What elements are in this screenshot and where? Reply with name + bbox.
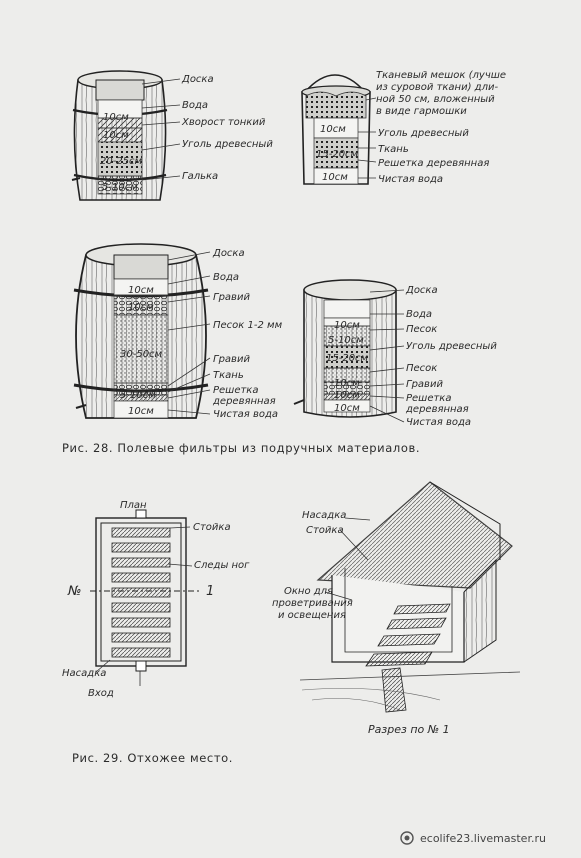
filter-c-barrel — [74, 244, 283, 420]
section-label-window-1: Окно для — [284, 586, 334, 597]
filter-d-dim-2: 5-10см — [328, 335, 364, 346]
watermark-text: ecolife23.livemaster.ru — [420, 832, 546, 845]
filter-d-dim-3: 15-20см — [326, 353, 369, 364]
filter-a-dim-1: 10см — [103, 112, 129, 123]
filter-c-dim-3: 30-50см — [120, 349, 163, 360]
filter-c-label-clean-water: Чистая вода — [213, 409, 279, 420]
section-label-window-2: проветривания — [272, 598, 353, 609]
filter-c-label-grate-2: деревянная — [213, 396, 276, 407]
section-label-cover: Насадка — [302, 510, 347, 521]
filter-b-label-clean-water: Чистая вода — [378, 174, 444, 185]
filter-c-label-cloth: Ткань — [213, 370, 244, 381]
filter-d-label-grate-2: деревянная — [406, 404, 469, 415]
filter-d-label-board: Доска — [406, 285, 438, 296]
section-label-window-3: и освещения — [278, 610, 346, 621]
filter-a-label-pebble: Галька — [182, 171, 219, 182]
filter-d-label-gravel: Гравий — [406, 379, 443, 390]
filter-d-dim-6: 10см — [334, 403, 360, 414]
filter-b-bucket — [302, 70, 506, 185]
figure-28-caption: Рис. 28. Полевые фильтры из подручных материалов. — [62, 441, 421, 455]
filter-c-dim-1: 10см — [128, 285, 154, 296]
filter-d-barrel — [294, 280, 497, 428]
filter-b-label-charcoal: Уголь древесный — [378, 128, 469, 139]
section-caption: Разрез по № 1 — [368, 723, 450, 736]
filter-a-barrel — [72, 71, 273, 200]
plan-label-post: Стойка — [193, 522, 231, 533]
filter-b-label-bag-2: из суровой ткани) дли- — [376, 82, 499, 93]
plan-label-cover: Насадка — [62, 668, 107, 679]
filter-d-dim-1: 10см — [334, 320, 360, 331]
filter-c-label-gravel: Гравий — [213, 292, 250, 303]
filter-b-dim-3: 10см — [322, 172, 348, 183]
filter-b-label-grate: Решетка деревянная — [378, 158, 490, 169]
filter-d-label-clean-water: Чистая вода — [406, 417, 472, 428]
filter-c-dim-2: 10см — [128, 302, 154, 313]
filter-b-dim-2: 15-20см — [316, 149, 359, 160]
filter-c-label-board: Доска — [213, 248, 245, 259]
filter-d-dim-5: 10см — [334, 390, 360, 401]
filter-b-label-bag-4: в виде гармошки — [376, 106, 467, 117]
filter-c-label-water: Вода — [213, 272, 240, 283]
filter-c-label-grate-1: Решетка — [213, 385, 259, 396]
section-label-post: Стойка — [306, 525, 344, 536]
plan-section-left: № — [68, 584, 82, 599]
filter-d-dim-4: 10см — [334, 378, 360, 389]
plan-section-right: 1 — [206, 584, 215, 599]
latrine-plan — [62, 500, 250, 699]
filter-c-label-sand: Песок 1-2 мм — [213, 320, 283, 331]
filter-a-dim-3: 20-25см — [100, 156, 143, 167]
filter-c-label-gravel-2: Гравий — [213, 354, 250, 365]
figure-29-caption: Рис. 29. Отхожее место. — [72, 751, 234, 765]
filter-b-label-bag-1: Тканевый мешок (лучше — [376, 70, 507, 81]
filter-b-label-bag-3: ной 50 см, вложенный — [376, 94, 495, 105]
filter-d-label-sand-2: Песок — [406, 363, 438, 374]
filter-d-label-grate-1: Решетка — [406, 393, 452, 404]
latrine-section-drawing — [272, 482, 520, 736]
watermark — [401, 832, 546, 845]
filter-a-dim-2: 10см — [103, 130, 129, 141]
filter-d-label-charcoal: Уголь древесный — [406, 341, 497, 352]
filter-a-dim-4: 5-10см — [102, 182, 138, 193]
plan-label-entrance: Вход — [88, 688, 114, 699]
filter-d-label-water: Вода — [406, 309, 433, 320]
filter-a-label-water: Вода — [182, 100, 209, 111]
filter-a-label-brushwood: Хворост тонкий — [182, 117, 266, 128]
filter-c-dim-5: 10см — [128, 406, 154, 417]
plan-label-footprints: Следы ног — [194, 560, 250, 571]
filter-d-label-sand: Песок — [406, 324, 438, 335]
filter-a-label-board: Доска — [182, 74, 214, 85]
filter-b-label-cloth: Ткань — [378, 144, 409, 155]
filter-c-dim-4: 5-10см — [120, 390, 156, 401]
plan-title: План — [120, 500, 147, 511]
filter-b-dim-1: 10см — [320, 124, 346, 135]
filter-a-label-charcoal: Уголь древесный — [182, 139, 273, 150]
